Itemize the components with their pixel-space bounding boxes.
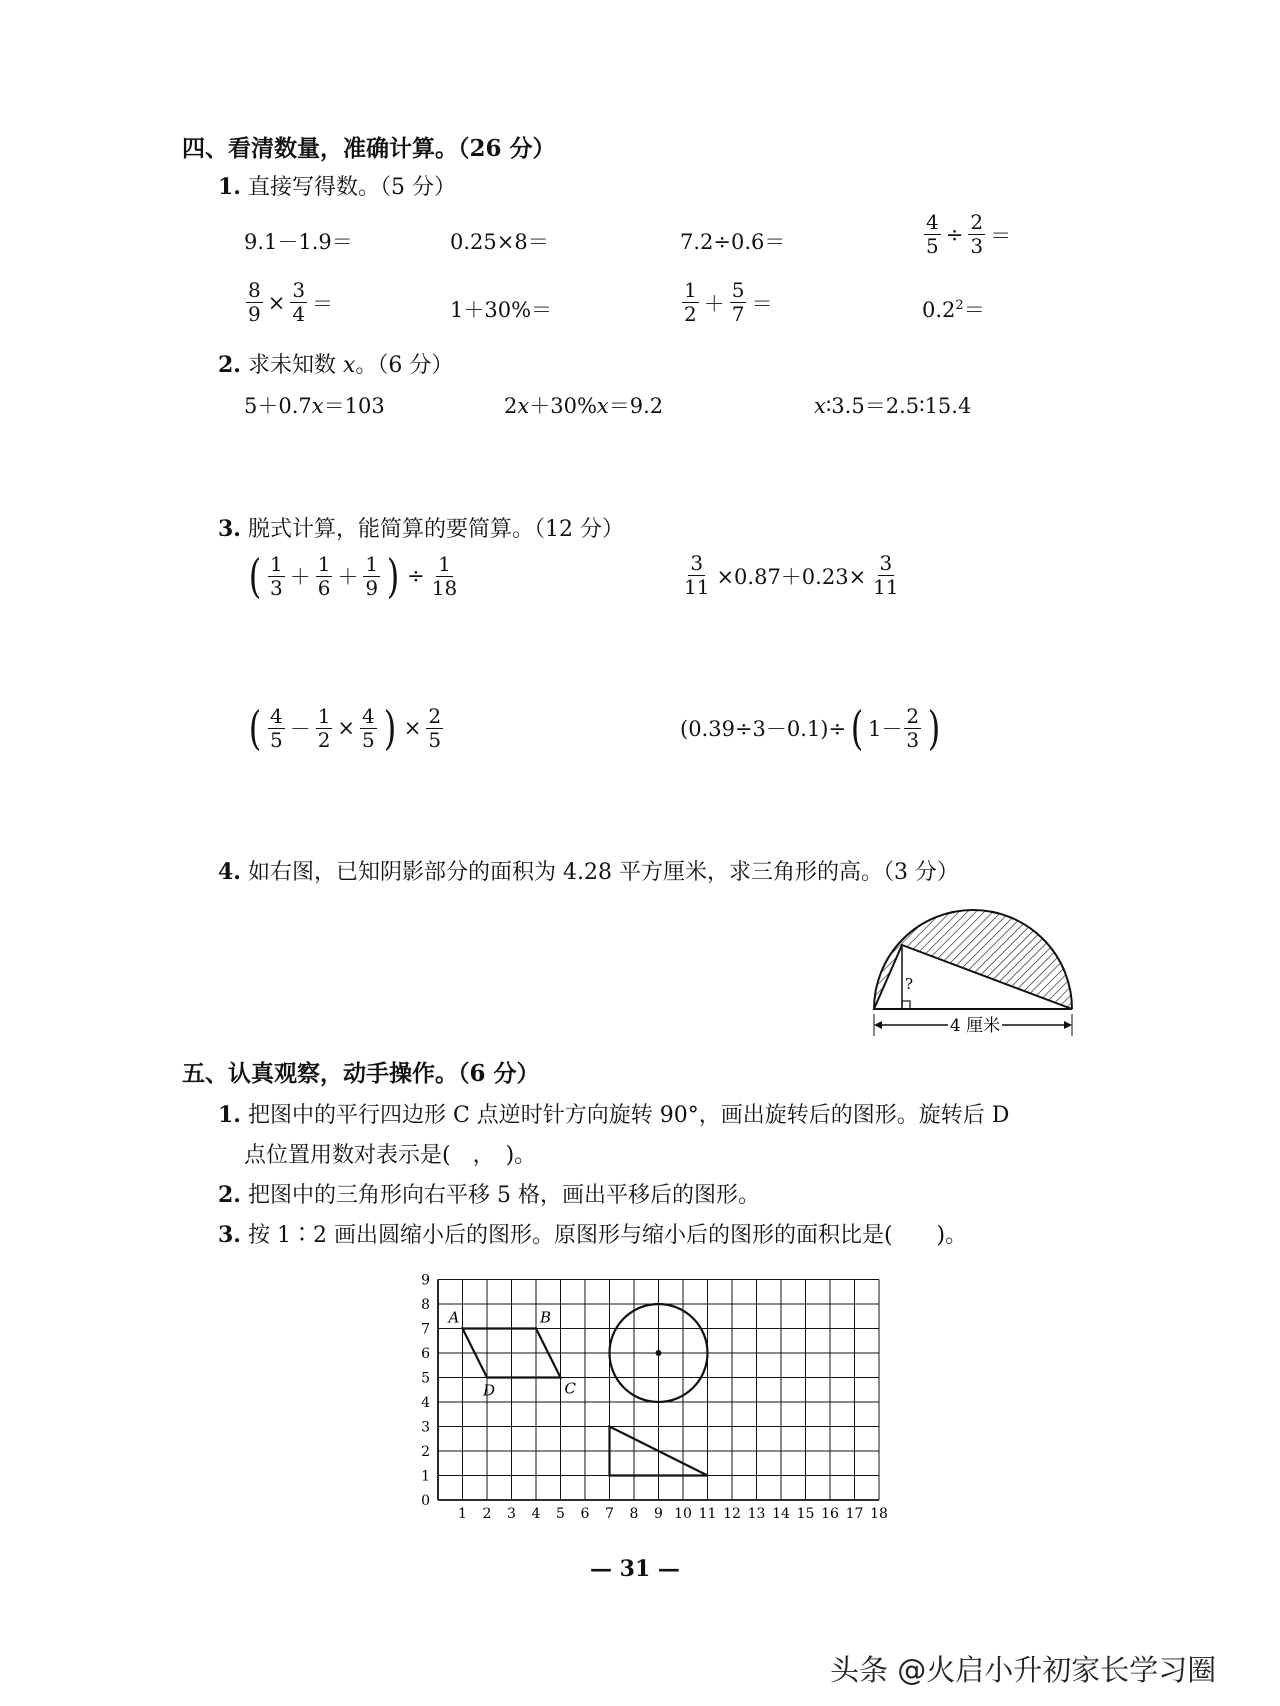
equation-1: 5＋0.7x＝103: [244, 394, 385, 418]
calc-item-7: 1 2 ＋ 5 7 ＝: [684, 278, 773, 326]
expression-4: (0.39÷3－0.1)÷ ( 1－ 2 3 ): [680, 701, 941, 755]
question-4-3: [218, 512, 624, 543]
calc-item-2: 0.25×8＝: [450, 230, 549, 254]
equation-3: x∶3.5＝2.5∶15.4: [814, 394, 972, 418]
question-number: 1.: [218, 174, 241, 200]
x-tick-label: 13: [747, 1506, 766, 1522]
x-tick-label: 9: [654, 1506, 663, 1522]
calc-item-1: 9.1－1.9＝: [244, 230, 353, 254]
point-label: D: [483, 1381, 496, 1400]
y-tick-label: 2: [421, 1444, 430, 1460]
coordinate-grid: [410, 1262, 910, 1522]
x-tick-label: 17: [845, 1506, 864, 1522]
x-tick-label: 8: [629, 1506, 639, 1522]
question-number: 2.: [218, 352, 241, 378]
x-tick-label: 7: [605, 1506, 614, 1522]
x-tick-label: 10: [674, 1506, 692, 1522]
expression-3: ( 4 5 － $\frac{1}{2}$ × $\frac{4}{5}$ ) × $\frac{2}{5}$: [248, 701, 442, 755]
circle-center: [656, 1350, 662, 1356]
x-tick-label: 12: [723, 1506, 741, 1522]
expression-2: $\frac{3}{11}$ ×0.87＋0.23× $\frac{3}{11}$: [684, 551, 899, 599]
question-5-1-cont: 点位置用数对表示是( ， )。: [244, 1143, 537, 1168]
y-tick-label: 4: [421, 1395, 430, 1411]
question-text: 求未知数 x。（6 分）: [247, 353, 454, 378]
point-label: B: [540, 1308, 552, 1327]
question-text: 直接写得数。（5 分）: [247, 175, 456, 200]
y-tick-label: 6: [421, 1346, 430, 1362]
question-text: 脱式计算，能简算的要简算。（12 分）: [247, 517, 624, 542]
question-text: 把图中的平行四边形 C 点逆时针方向旋转 90°，画出旋转后的图形。旋转后 D: [247, 1103, 1010, 1128]
question-5-3: [218, 1218, 967, 1249]
semicircle-figure: [860, 900, 1090, 1040]
y-tick-label: 3: [421, 1419, 430, 1436]
question-4-2: [218, 348, 453, 379]
height-label: ?: [905, 975, 914, 993]
question-number: 2.: [218, 1182, 241, 1208]
y-tick-label: 5: [421, 1370, 430, 1387]
calc-item-5: $\frac{8}{9}$ × $\frac{3}{4}$ ＝: [248, 278, 334, 326]
equation-2: 2x＋30%x＝9.2: [504, 394, 664, 418]
question-number: 1.: [218, 1102, 241, 1128]
question-4-4: [218, 855, 959, 886]
x-tick-label: 1: [458, 1506, 467, 1522]
x-tick-label: 14: [772, 1506, 790, 1522]
calc-item-8: $0.2^2=$: [922, 298, 985, 322]
y-tick-label: 7: [421, 1321, 430, 1338]
calc-item-3: 7.2÷0.6＝: [680, 230, 786, 254]
x-tick-label: 16: [821, 1506, 839, 1522]
x-tick-label: 3: [507, 1506, 516, 1522]
question-5-2: [218, 1178, 760, 1209]
x-tick-label: 2: [482, 1506, 492, 1522]
question-number: 4.: [218, 859, 241, 885]
calc-item-6: 1＋30%＝: [450, 298, 553, 322]
point-label: A: [448, 1308, 460, 1327]
watermark: 头条 @火启小升初家长学习圈: [830, 1653, 1217, 1687]
question-number: 3.: [218, 1222, 241, 1248]
y-tick-label: 1: [421, 1468, 430, 1485]
x-tick-label: 5: [556, 1506, 565, 1522]
x-tick-label: 4: [531, 1506, 541, 1522]
expression-1: ( 1 3 ＋ 1 6 ＋ 1 9 ) ÷ $\frac{1}{18}$: [248, 549, 458, 603]
x-tick-label: 15: [796, 1506, 815, 1522]
question-text: 把图中的三角形向右平移 5 格，画出平移后的图形。: [247, 1183, 760, 1208]
y-tick-label: 0: [421, 1493, 430, 1509]
section-5-title: 五、认真观察，动手操作。（6 分）: [182, 1060, 540, 1087]
question-text: 按 1∶2 画出圆缩小后的图形。原图形与缩小后的图形的面积比是( )。: [247, 1223, 968, 1248]
base-label: 4 厘米: [949, 1016, 1001, 1036]
y-tick-label: 9: [421, 1272, 430, 1289]
point-label: C: [564, 1379, 576, 1398]
question-number: 3.: [218, 516, 241, 542]
y-tick-label: 8: [421, 1297, 430, 1313]
question-text: 如右图，已知阴影部分的面积为 4.28 平方厘米，求三角形的高。（3 分）: [247, 860, 959, 885]
x-tick-label: 18: [870, 1506, 888, 1522]
x-tick-label: 6: [580, 1506, 590, 1522]
page-number: — 31 —: [590, 1556, 680, 1582]
x-tick-label: 11: [698, 1506, 717, 1522]
section-4-title: 四、看清数量，准确计算。（26 分）: [182, 135, 556, 162]
shaded-region: [874, 910, 1072, 1009]
question-4-1: [218, 170, 456, 201]
question-5-1: [218, 1098, 1009, 1129]
calc-item-4: $\frac{4}{5}$ ÷ $\frac{2}{3}$ ＝: [926, 210, 1012, 258]
